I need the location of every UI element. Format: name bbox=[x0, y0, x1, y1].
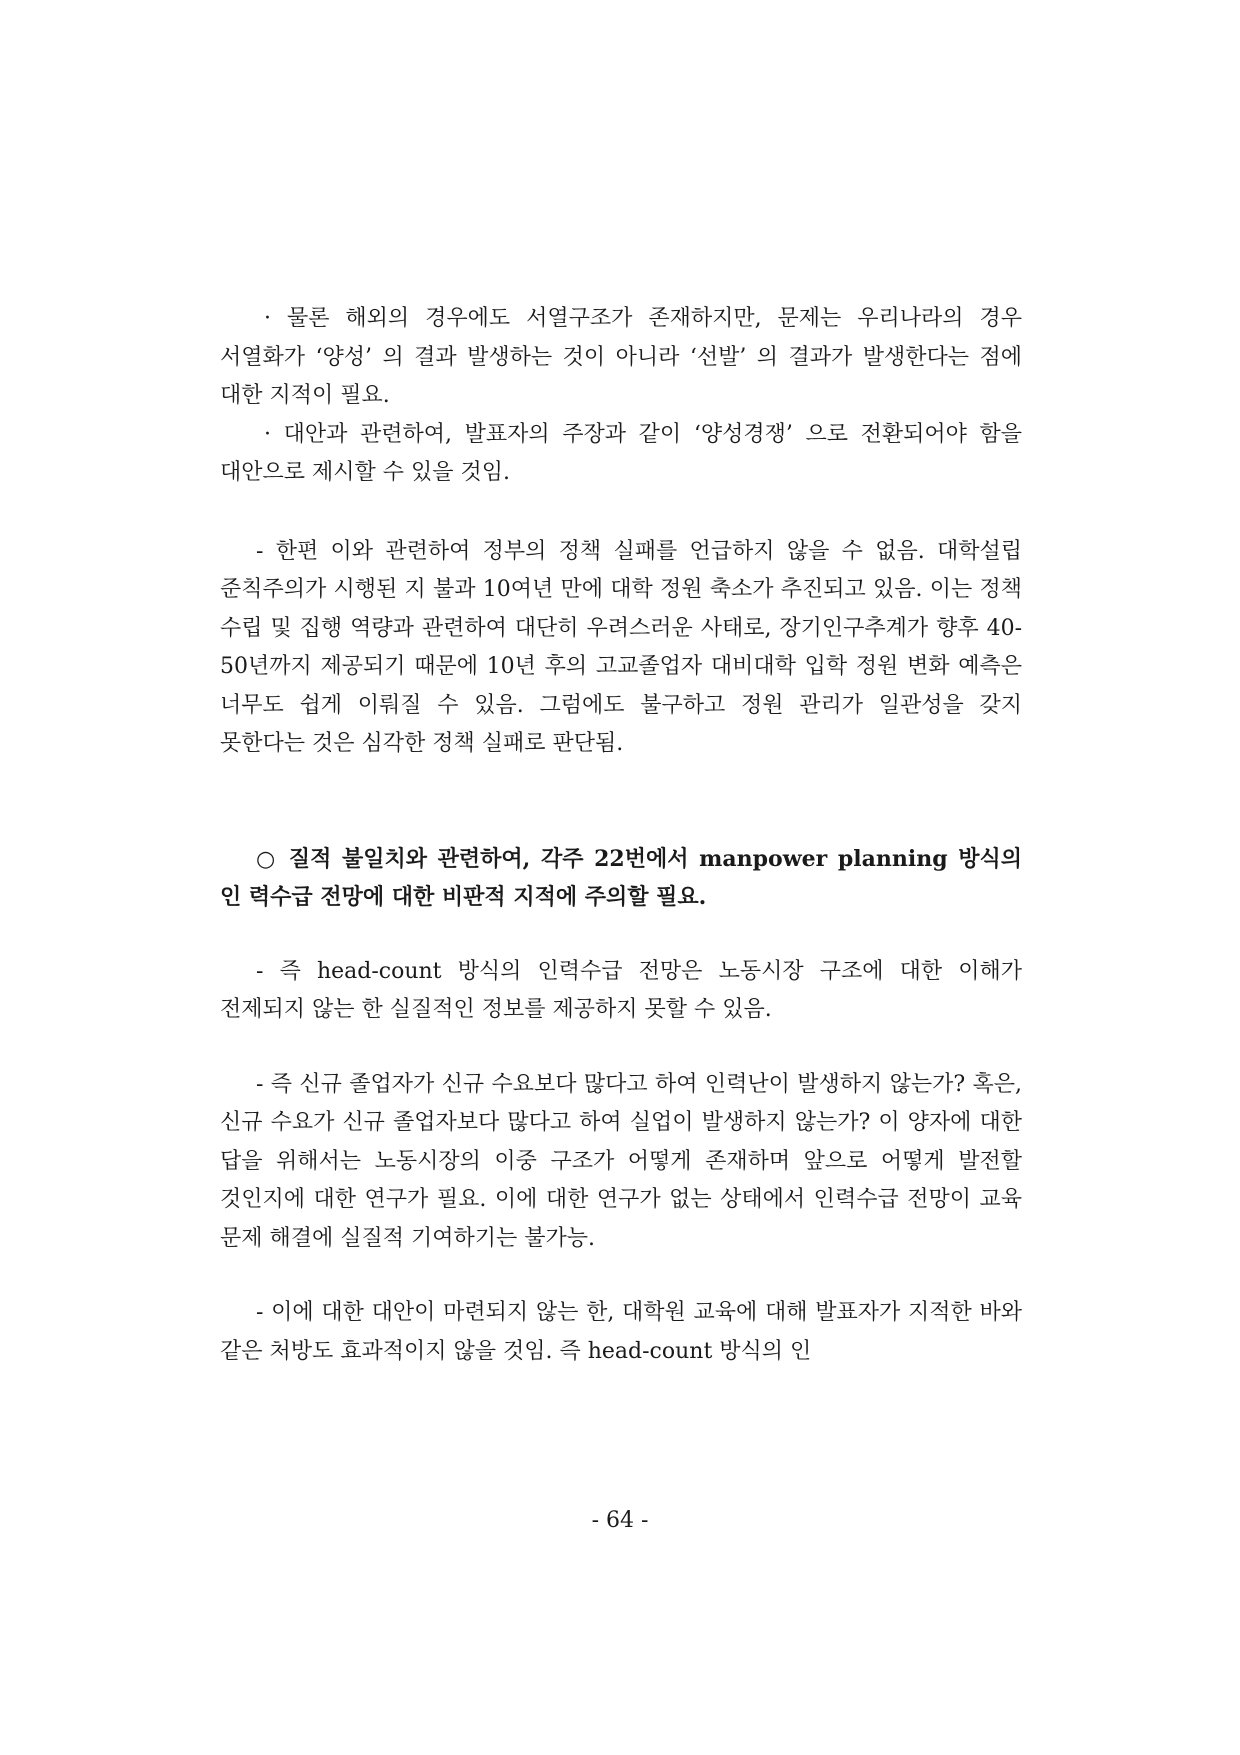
document-body bbox=[220, 300, 1022, 1371]
paragraph-graduate-education: - 이에 대한 대안이 마련되지 않는 한, 대학원 교육에 대해 발표자가 지적한 바와 같은 처방도 효과적이지 않을 것임. 즉 head-count 방식의 인 bbox=[220, 1300, 1022, 1364]
paragraph-alternative: · 대안과 관련하여, 발표자의 주장과 같이 ‘양성경쟁’ 으로 전환되어야 함을 대안으로 제시할 수 있을 것임. bbox=[220, 421, 1022, 485]
paragraph-ranking-structure: · 물론 해외의 경우에도 서열구조가 존재하지만, 문제는 우리나라의 경우 서열화가 ‘양성’ 의 결과 발생하는 것이 아니라 ‘선발’ 의 결과가 발생한다는 점에 대한 지적이 필요. bbox=[220, 306, 1022, 408]
spacer bbox=[220, 917, 1022, 953]
spacer bbox=[220, 1030, 1022, 1066]
spacer bbox=[220, 493, 1022, 533]
paragraph-head-count: - 즉 head-count 방식의 인력수급 전망은 노동시장 구조에 대한 이해가 전제되지 않는 한 실질적인 정보를 제공하지 못할 수 있음. bbox=[220, 958, 1022, 1022]
spacer bbox=[220, 764, 1022, 840]
section-heading: ○ 질적 불일치와 관련하여, 각주 22번에서 manpower planning 방식의 인 력수급 전망에 대한 비판적 지적에 주의할 필요. bbox=[220, 845, 1022, 910]
spacer bbox=[220, 1258, 1022, 1294]
page-number: - 64 - bbox=[591, 1508, 649, 1533]
paragraph-labor-market: - 즉 신규 졸업자가 신규 수요보다 많다고 하여 인력난이 발생하지 않는가? 혹은, 신규 수요가 신규 졸업자보다 많다고 하여 실업이 발생하지 않는가? 이 양자에 대한 답을 위해서는 노동시장의 이중 구조가 어떻게 존재하며 앞으로 어떻게 발전할 것인지에 대한 연구가 필요. 이에 대한 연구가 없는 상태에서 인력수급 전망이 교육 문제 해결에 실질적 기여하기는 불가능. bbox=[220, 1071, 1022, 1251]
paragraph-policy-failure: - 한편 이와 관련하여 정부의 정책 실패를 언급하지 않을 수 없음. 대학설립 준칙주의가 시행된 지 불과 10여년 만에 대학 정원 축소가 추진되고 있음. 이는 정책 수립 및 집행 역량과 관련하여 대단히 우려스러운 사태로, 장기인구추계가 향후 40-50년까지 제공되기 때문에 10년 후의 고교졸업자 대비대학 입학 정원 변화 예측은 너무도 쉽게 이뤄질 수 있음. 그럼에도 불구하고 정원 관리가 일관성을 갖지 못한다는 것은 심각한 정책 실패로 판단됨. bbox=[220, 538, 1022, 756]
